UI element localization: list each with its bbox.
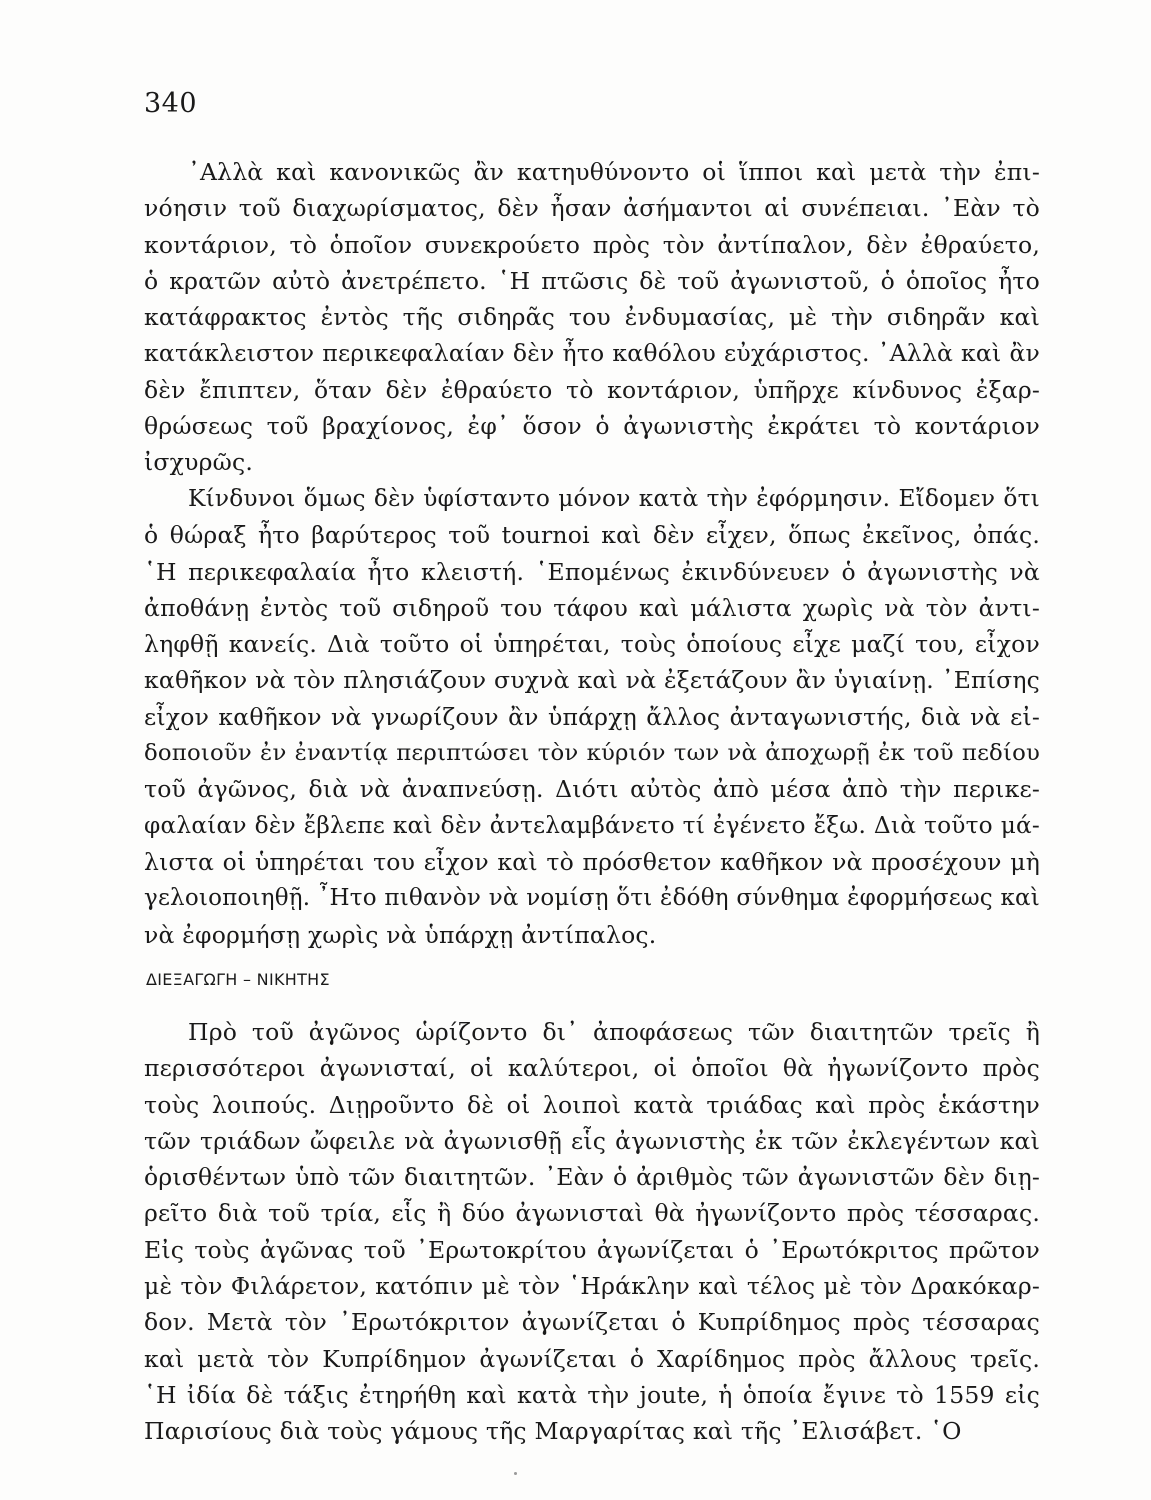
text-line: Εἰς τοὺς ἀγῶνας τοῦ ᾽Ερωτοκρίτου ἀγωνίζεται ὁ ᾽Ερωτόκριτος πρῶτον [144,1235,1040,1264]
text-line: ληφθῇ κανείς. Διὰ τοῦτο οἱ ὑπηρέται, τοὺς ὁποίους εἶχε μαζί του, εἶχον [144,630,1040,659]
text-line: μὲ τὸν Φιλάρετον, κατόπιν μὲ τὸν ῾Ηράκλην καὶ τέλος μὲ τὸν Δρακόκαρ- [144,1272,1040,1301]
text-line: δὲν ἔπιπτεν, ὅταν δὲν ἐθραύετο τὸ κοντάριον, ὑπῆρχε κίνδυνος ἐξαρ- [144,375,1040,404]
text-line: Παρισίους διὰ τοὺς γάμους τῆς Μαργαρίτας καὶ τῆς ᾽Ελισάβετ. ῾Ο [144,1417,962,1446]
text-line: λιστα οἱ ὑπηρέται του εἶχον καὶ τὸ πρόσθετον καθῆκον νὰ προσέχουν μὴ [144,847,1040,876]
text-line: γελοιοποιηθῇ. ῏Ητο πιθανὸν νὰ νομίσῃ ὅτι ἐδόθη σύνθημα ἐφορμήσεως καὶ [144,885,1040,912]
text-line: καὶ μετὰ τὸν Κυπρίδημον ἀγωνίζεται ὁ Χαρίδημος πρὸς ἄλλους τρεῖς. [144,1344,1040,1373]
text-line: κατάφρακτος ἐντὸς τῆς σιδηρᾶς του ἐνδυμασίας, μὲ τὴν σιδηρᾶν καὶ [144,303,1040,332]
paragraph-3 [144,1014,1040,1450]
text-line: κατάκλειστον περικεφαλαίαν δὲν ἦτο καθόλου εὐχάριστος. ᾽Αλλὰ καὶ ἂν [144,339,1040,368]
text-line: ὁ θώραξ ἦτο βαρύτερος τοῦ tournoi καὶ δὲν εἶχεν, ὅπως ἐκεῖνος, ὀπάς. [144,521,1040,550]
text-line: ᾽Αλλὰ καὶ κανονικῶς ἂν κατηυθύνοντο οἱ ἵπποι καὶ μετὰ τὴν ἐπι- [188,158,1040,186]
scan-speck [514,1472,517,1475]
text-line: ὁρισθέντων ὑπὸ τῶν διαιτητῶν. ᾽Εὰν ὁ ἀριθμὸς τῶν ἀγωνιστῶν δὲν διῃ- [144,1163,1040,1192]
text-line: καθῆκον νὰ τὸν πλησιάζουν συχνὰ καὶ νὰ ἐξετάζουν ἂν ὑγιαίνῃ. ᾽Επίσης [144,666,1040,695]
text-line: νὰ ἐφορμήσῃ χωρὶς νὰ ὑπάρχῃ ἀντίπαλος. [144,920,657,949]
text-line: θρώσεως τοῦ βραχίονος, ἐφ᾽ ὅσον ὁ ἀγωνιστὴς ἐκράτει τὸ κοντάριον [144,412,1040,441]
text-line: ὁ κρατῶν αὐτὸ ἀνετρέπετο. ῾Η πτῶσις δὲ τοῦ ἀγωνιστοῦ, ὁ ὁποῖος ἦτο [144,266,1040,295]
text-line: ρεῖτο διὰ τοῦ τρία, εἷς ἢ δύο ἀγωνισταὶ θὰ ἠγωνίζοντο πρὸς τέσσαρας. [144,1199,1040,1228]
text-line: δοποιοῦν ἐν ἐναντίᾳ περιπτώσει τὸν κύριόν των νὰ ἀποχωρῇ ἐκ τοῦ πεδίου [144,740,1040,767]
text-line: ἀποθάνῃ ἐντὸς τοῦ σιδηροῦ του τάφου καὶ μάλιστα χωρὶς νὰ τὸν ἀντι- [144,593,1040,622]
text-line: νόησιν τοῦ διαχωρίσματος, δὲν ἦσαν ἀσήμαντοι αἱ συνέπειαι. ᾽Εὰν τὸ [144,194,1040,223]
text-line: ῾Η ἰδία δὲ τάξις ἐτηρήθη καὶ κατὰ τὴν joute, ἡ ὁποία ἔγινε τὸ 1559 εἰς [144,1380,1040,1409]
text-line: δον. Μετὰ τὸν ᾽Ερωτόκριτον ἀγωνίζεται ὁ Κυπρίδημος πρὸς τέσσαρας [144,1308,1040,1337]
text-line: τῶν τριάδων ὤφειλε νὰ ἀγωνισθῇ εἷς ἀγωνιστὴς ἐκ τῶν ἐκλεγέντων καὶ [144,1126,1040,1155]
text-line: τοὺς λοιπούς. Διῃροῦντο δὲ οἱ λοιποὶ κατὰ τριάδας καὶ πρὸς ἑκάστην [144,1090,1040,1119]
paragraph-1 [144,154,1040,481]
text-line: τοῦ ἀγῶνος, διὰ νὰ ἀναπνεύσῃ. Διότι αὐτὸς ἀπὸ μέσα ἀπὸ τὴν περικε- [144,775,1040,804]
text-line: κοντάριον, τὸ ὁποῖον συνεκρούετο πρὸς τὸν ἀντίπαλον, δὲν ἐθραύετο, [144,230,1040,259]
text-line: Πρὸ τοῦ ἀγῶνος ὡρίζοντο δι᾽ ἀποφάσεως τῶν διαιτητῶν τρεῖς ἢ [188,1018,1040,1046]
text-line: περισσότεροι ἀγωνισταί, οἱ καλύτεροι, οἱ ὁποῖοι θὰ ἠγωνίζοντο πρὸς [144,1054,1040,1083]
text-line: ἰσχυρῶς. [144,448,253,477]
text-line: εἶχον καθῆκον νὰ γνωρίζουν ἂν ὑπάρχῃ ἄλλος ἀνταγωνιστής, διὰ νὰ εἰ- [144,702,1040,731]
text-line: φαλαίαν δὲν ἔβλεπε καὶ δὲν ἀντελαμβάνετο τί ἐγένετο ἔξω. Διὰ τοῦτο μά- [144,811,1040,839]
text-line: Κίνδυνοι ὅμως δὲν ὑφίσταντο μόνον κατὰ τὴν ἐφόρμησιν. Εἴδομεν ὅτι [188,485,1040,512]
text-line: ῾Η περικεφαλαία ἦτο κλειστή. ῾Επομένως ἐκινδύνευεν ὁ ἀγωνιστὴς νὰ [144,557,1040,586]
section-heading: ΔΙΕΞΑΓΩΓΗ – ΝΙΚΗΤΗΣ [146,970,330,989]
page-number: 340 [144,88,198,119]
paragraph-2 [144,481,1040,953]
